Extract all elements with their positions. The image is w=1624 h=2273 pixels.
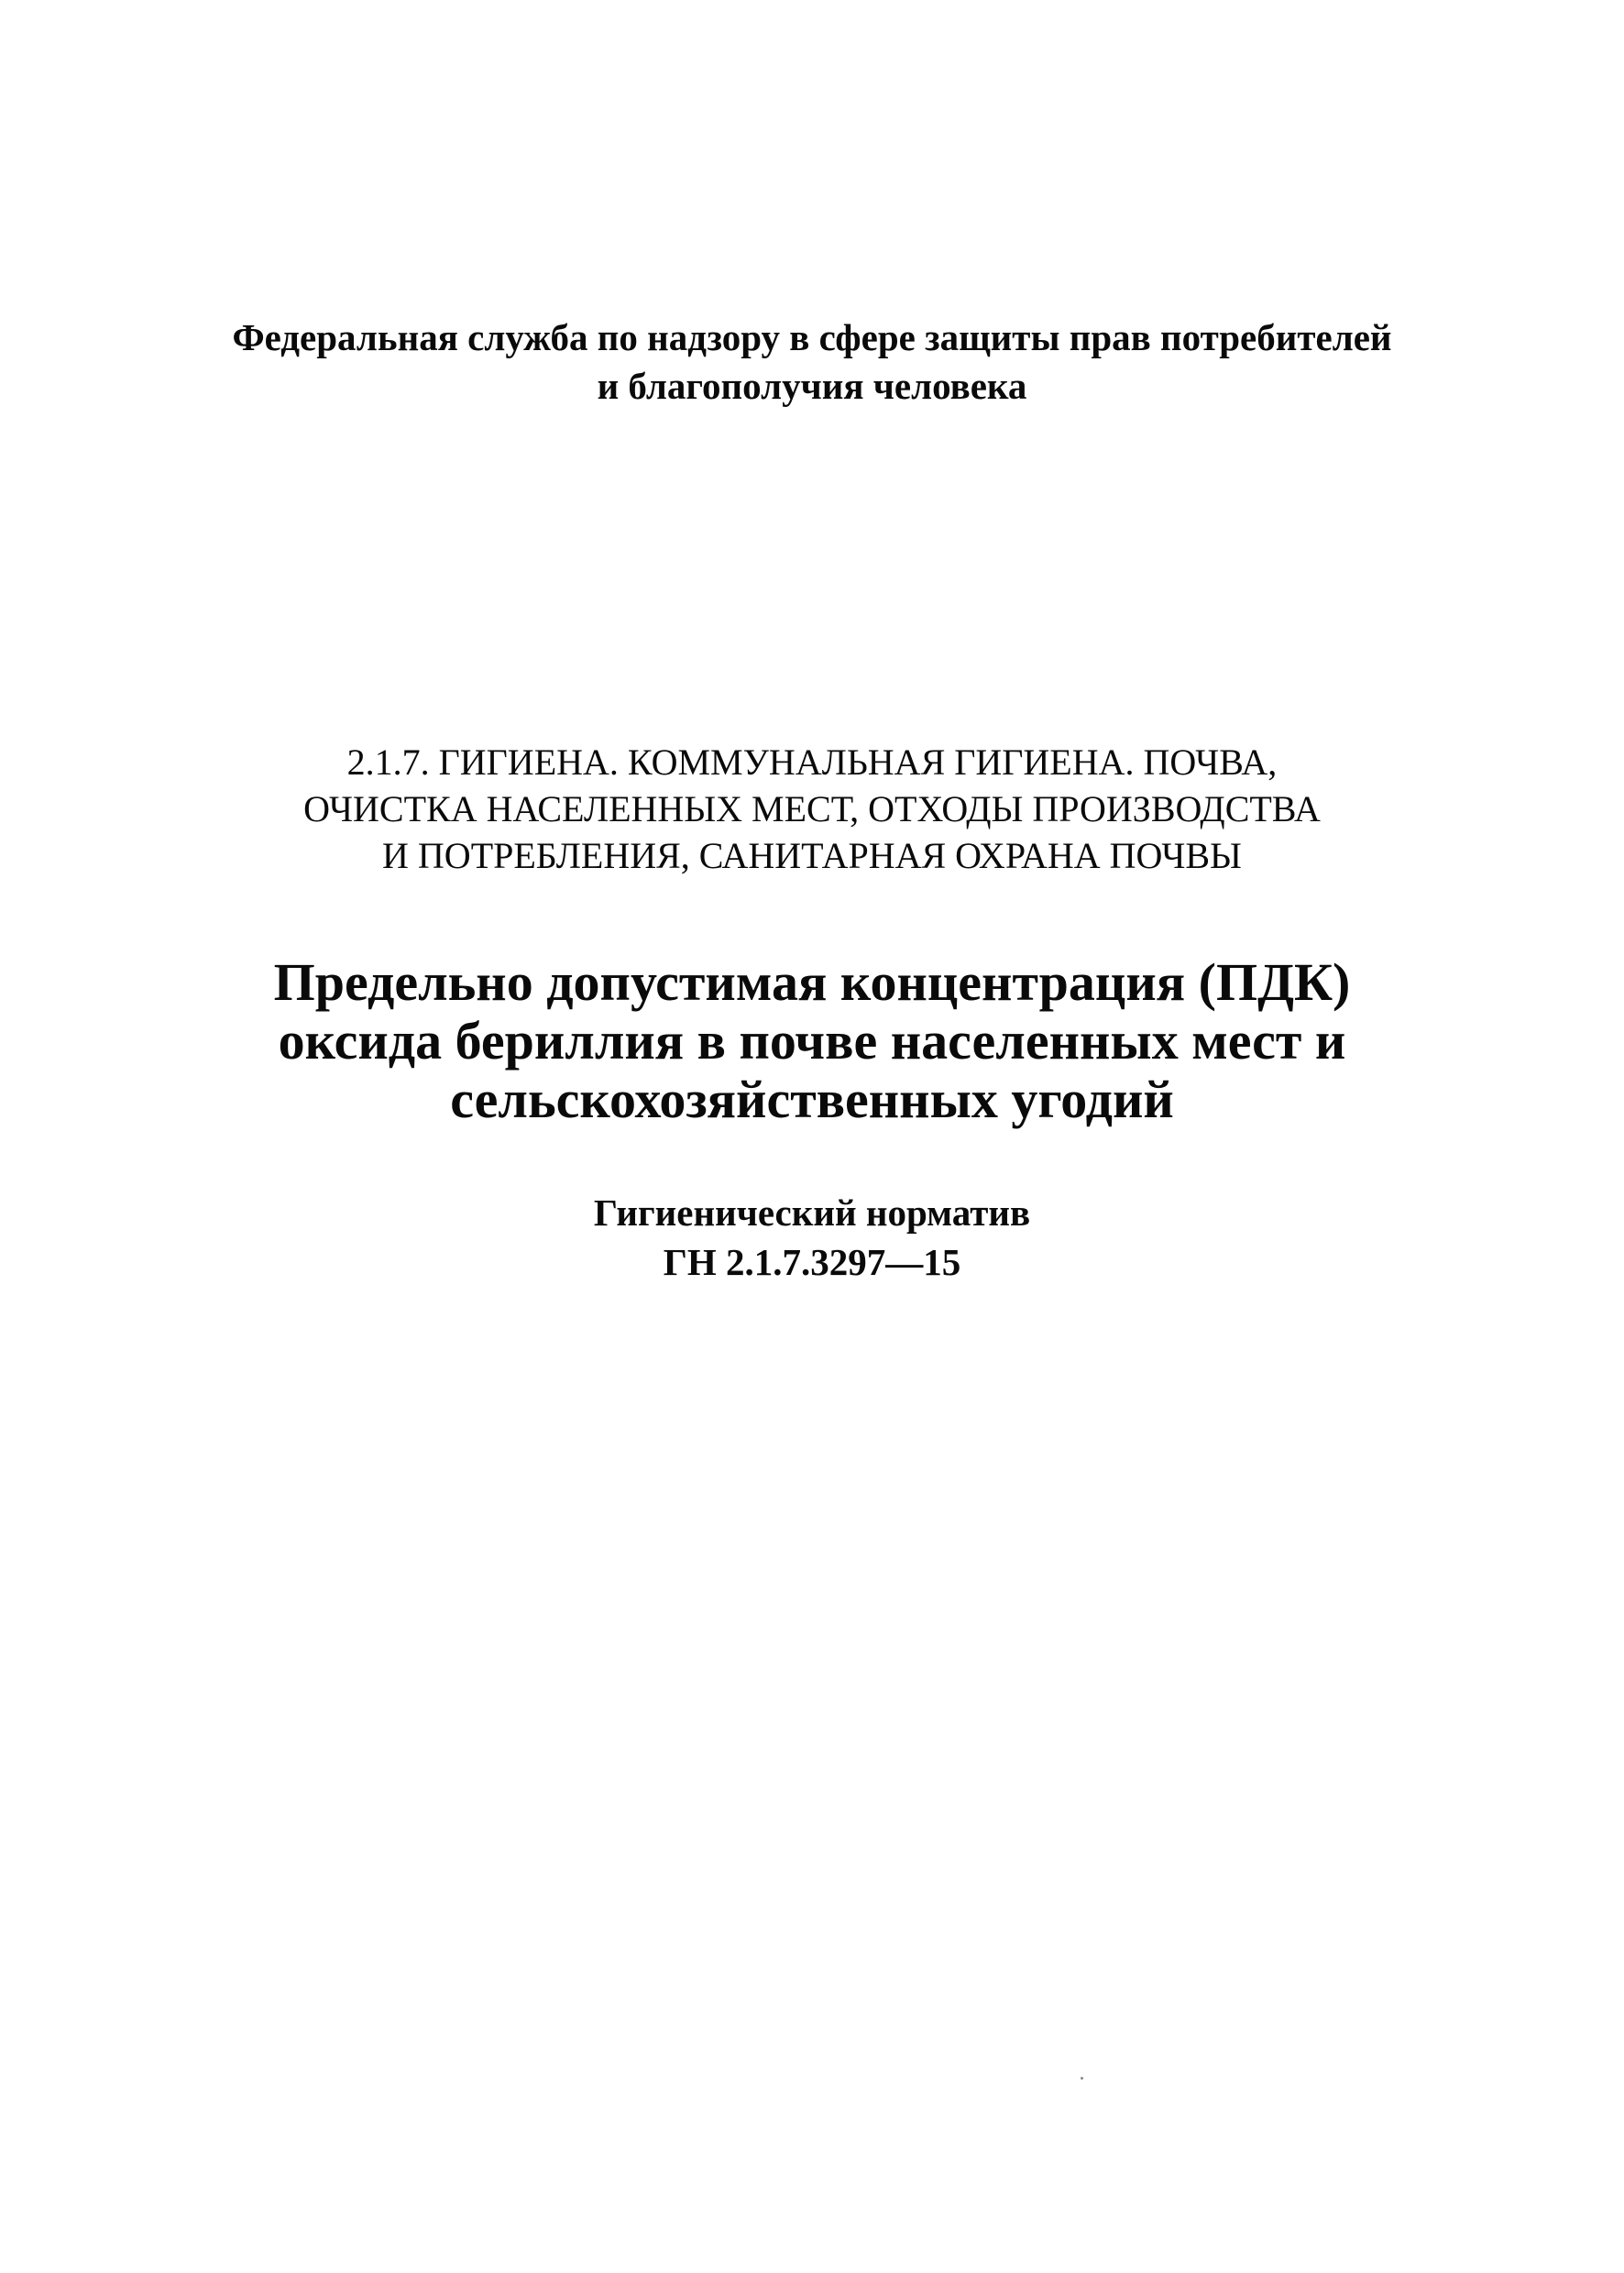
document-title-line-1: Предельно допустимая концентрация (ПДК)	[273, 952, 1351, 1012]
document-title-line-2: оксида бериллия в почве населенных мест и	[278, 1011, 1346, 1071]
document-code: ГН 2.1.7.3297—15	[663, 1241, 961, 1283]
section-heading-line-2: ОЧИСТКА НАСЕЛЕННЫХ МЕСТ, ОТХОДЫ ПРОИЗВОДСТВА	[303, 788, 1321, 829]
section-heading	[0, 739, 1624, 879]
document-title	[0, 953, 1624, 1129]
document-title-line-3: сельскохозяйственных угодий	[450, 1070, 1174, 1129]
document-type: Гигиенический норматив	[593, 1191, 1031, 1234]
section-heading-line-3: И ПОТРЕБЛЕНИЯ, САНИТАРНАЯ ОХРАНА ПОЧВЫ	[382, 835, 1242, 876]
scan-speck	[1081, 2077, 1083, 2080]
agency-name	[0, 313, 1624, 411]
agency-name-line-2: и благополучия человека	[597, 365, 1027, 407]
section-heading-line-1: 2.1.7. ГИГИЕНА. КОММУНАЛЬНАЯ ГИГИЕНА. ПОЧВА,	[346, 741, 1278, 783]
document-designation	[0, 1188, 1624, 1287]
agency-name-line-1: Федеральная служба по надзору в сфере защиты прав потребителей	[232, 316, 1392, 358]
